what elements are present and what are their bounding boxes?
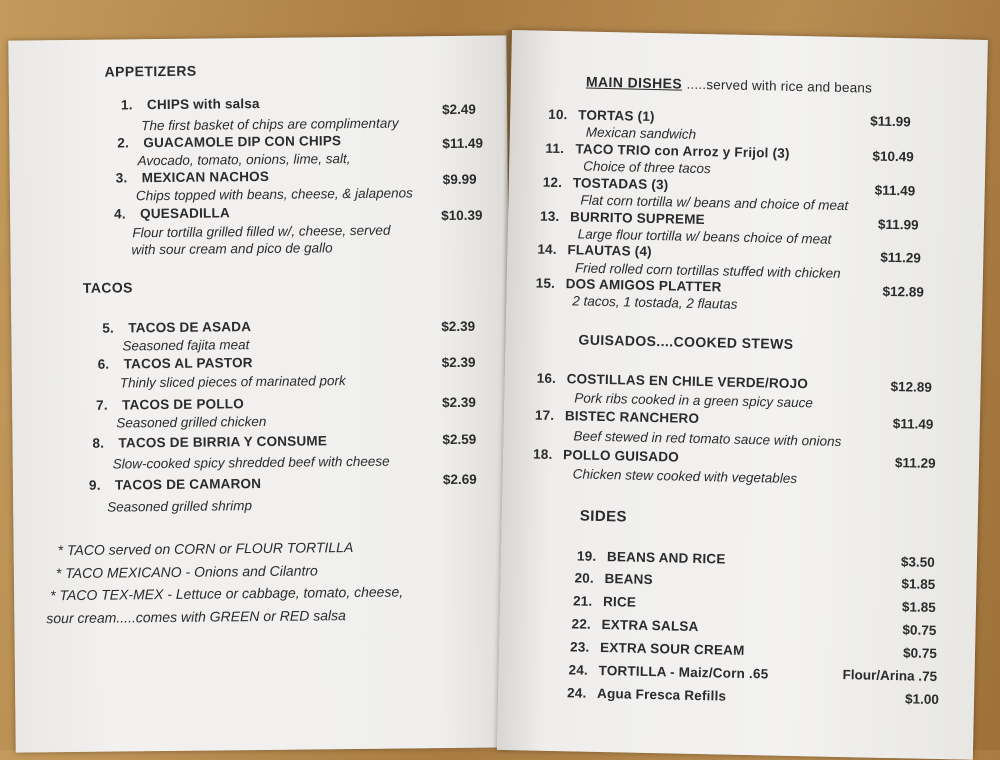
menu-item-name: 9. TACOS DE CAMARON <box>88 476 262 493</box>
menu-item-price: $1.85 <box>901 599 936 616</box>
menu-item-name: 24. TORTILLA - Maiz/Corn .65 <box>568 662 769 682</box>
menu-item-desc: 2 tacos, 1 tostada, 2 flautas <box>572 293 738 312</box>
menu-item-desc: Fried rolled corn tortillas stuffed with chicken <box>574 260 841 281</box>
menu-item-price: $10.49 <box>872 148 914 165</box>
menu-item-desc: Chips topped with beans, cheese, & jalapenos <box>135 185 413 204</box>
menu-item-name: 19. BEANS AND RICE <box>576 548 726 567</box>
guisados-heading: GUISADOS....COOKED STEWS <box>578 331 794 352</box>
menu-item-price: $0.75 <box>902 645 937 662</box>
menu-item-price: $11.49 <box>892 416 934 432</box>
menu-item-price: $2.59 <box>442 431 477 448</box>
appetizers-heading: APPETIZERS <box>104 62 197 80</box>
menu-item-price: $12.89 <box>882 283 925 300</box>
menu-item-name: 20. BEANS <box>574 570 653 588</box>
menu-item-name: 23. EXTRA SOUR CREAM <box>569 639 745 659</box>
menu-item-desc: Slow-cooked spicy shredded beef with cheese <box>112 453 390 472</box>
menu-item-desc: Flat corn tortilla w/ beans and choice of meat <box>580 192 849 214</box>
menu-item-name: 15. DOS AMIGOS PLATTER <box>535 275 722 295</box>
menu-item-price: $11.99 <box>877 216 919 233</box>
menu-item-name: 7. TACOS DE POLLO <box>96 396 244 413</box>
menu-item-price: $2.69 <box>442 471 477 488</box>
main-dishes-heading: MAIN DISHES <box>585 73 683 92</box>
taco-note: sour cream.....comes with GREEN or RED salsa <box>46 607 346 627</box>
menu-item-desc: Pork ribs cooked in a green spicy sauce <box>574 390 814 411</box>
menu-item-price: $2.49 <box>441 101 476 118</box>
menu-item-price: $12.89 <box>890 379 933 395</box>
menu-item-price: $2.39 <box>441 354 476 371</box>
menu-item-price: $1.00 <box>904 691 940 708</box>
menu-item-name: 12. TOSTADAS (3) <box>542 174 669 193</box>
menu-item-price: $11.99 <box>870 113 911 130</box>
menu-item-name: 1. CHIPS with salsa <box>120 95 260 113</box>
menu-item-name: 8. TACOS DE BIRRIA Y CONSUME <box>92 433 328 451</box>
menu-item-name: 13. BURRITO SUPREME <box>539 208 705 228</box>
menu-item-desc: Thinly sliced pieces of marinated pork <box>119 373 346 391</box>
taco-note: * TACO TEX-MEX - Lettuce or cabbage, tomato, cheese, <box>50 583 404 604</box>
menu-item-price: $10.39 <box>441 207 483 224</box>
menu-item-desc: Seasoned grilled shrimp <box>107 498 253 515</box>
menu-item-name: 24. Agua Fresca Refills <box>566 685 727 704</box>
menu-right-page <box>497 30 988 760</box>
menu-item-name: 18. POLLO GUISADO <box>532 446 680 465</box>
sides-heading: SIDES <box>579 507 628 526</box>
main-dishes-header <box>586 74 873 98</box>
menu-item-price: $11.49 <box>442 135 484 152</box>
menu-item-desc: Beef stewed in red tomato sauce with onions <box>573 428 842 449</box>
menu-item-desc: Seasoned grilled chicken <box>116 413 267 431</box>
menu-item-price: $9.99 <box>442 171 477 188</box>
menu-item-name: 11. TACO TRIO con Arroz y Frijol (3) <box>545 140 790 161</box>
menu-item-price: $11.49 <box>874 182 916 199</box>
menu-item-name: 5. TACOS DE ASADA <box>102 319 252 336</box>
menu-item-name: 2. GUACAMOLE DIP CON CHIPS <box>117 133 342 151</box>
menu-item-price: $1.85 <box>901 576 936 592</box>
menu-left-page <box>8 35 513 752</box>
main-dishes-subheading: .....served with rice and beans <box>686 76 873 96</box>
menu-item-price: $2.39 <box>441 318 476 335</box>
menu-item-desc: Avocado, tomato, onions, lime, salt, <box>137 151 351 169</box>
menu-item-name: 22. EXTRA SALSA <box>571 616 699 635</box>
menu-item-desc: Chicken stew cooked with vegetables <box>572 466 798 487</box>
menu-item-desc: Seasoned fajita meat <box>122 337 250 354</box>
menu-item-name: 10. TORTAS (1) <box>548 106 655 125</box>
menu-item-price: $3.50 <box>900 554 935 570</box>
menu-item-name: 6. TACOS AL PASTOR <box>97 355 253 372</box>
taco-note: * TACO served on CORN or FLOUR TORTILLA <box>57 539 354 559</box>
menu-item-price: $2.39 <box>442 394 476 411</box>
menu-item-price: $11.29 <box>894 455 936 471</box>
menu-item-name: 3. MEXICAN NACHOS <box>115 168 270 186</box>
menu-item-price: $11.29 <box>880 249 922 266</box>
menu-item-price: $0.75 <box>902 622 937 639</box>
menu-item-name: 4. QUESADILLA <box>114 205 230 222</box>
menu-item-name: 21. RICE <box>572 593 637 610</box>
menu-item-desc: Mexican sandwich <box>585 124 697 142</box>
tacos-heading: TACOS <box>82 279 133 296</box>
menu-item-desc: with sour cream and pico de gallo <box>131 240 333 258</box>
menu-item-desc: The first basket of chips are complimentary <box>141 115 399 134</box>
menu-item-desc: Choice of three tacos <box>583 158 711 177</box>
menu-item-name: 14. FLAUTAS (4) <box>537 241 653 259</box>
menu-item-desc: Large flour tortilla w/ beans choice of meat <box>577 226 832 247</box>
menu-item-price: Flour/Arina .75 <box>842 667 938 685</box>
menu-item-name: 16. COSTILLAS EN CHILE VERDE/ROJO <box>536 370 809 392</box>
menu-item-desc: Flour tortilla grilled filled w/, cheese, served <box>132 222 391 241</box>
menu-item-name: 17. BISTEC RANCHERO <box>534 407 700 427</box>
taco-note: * TACO MEXICANO - Onions and Cilantro <box>55 562 318 582</box>
